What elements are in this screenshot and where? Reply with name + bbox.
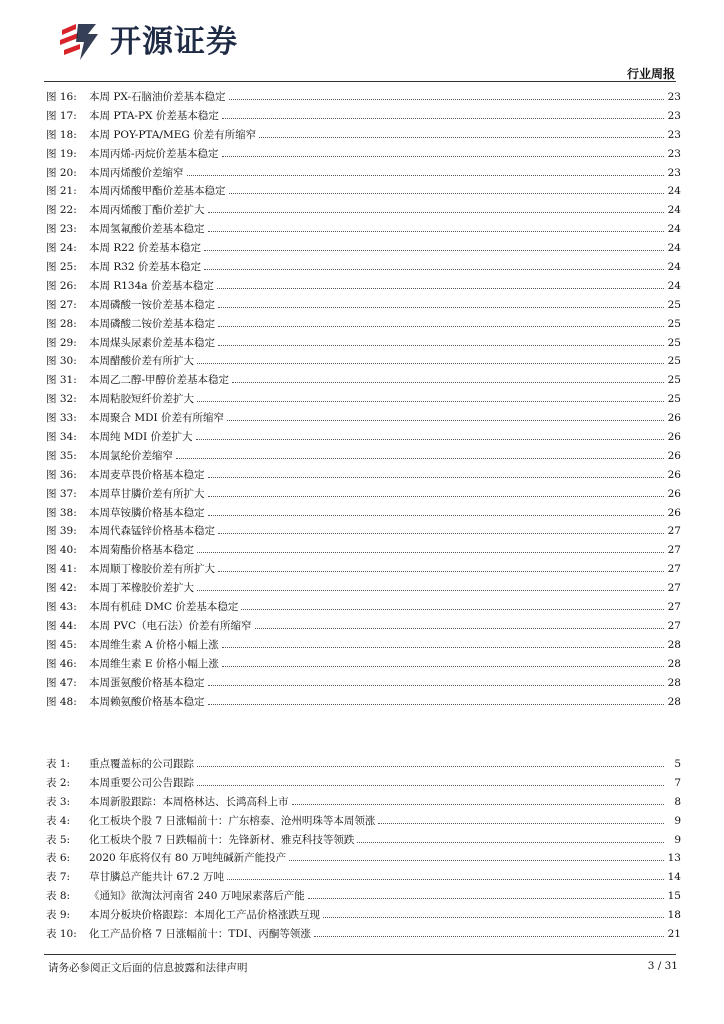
leader-dots <box>357 842 664 843</box>
leader-dots <box>196 439 665 440</box>
entry-title: 本周 R32 价差基本稳定 <box>89 261 201 274</box>
entry-page: 26 <box>667 449 681 462</box>
entry-page: 5 <box>674 758 681 770</box>
entry-title: 本周氯纶价差缩窄 <box>89 449 173 462</box>
entry-title: 《通知》欲淘汰河南省 240 万吨尿素落后产能 <box>89 890 305 903</box>
entry-number: 图 28: <box>46 317 77 330</box>
entry-page: 23 <box>667 147 681 160</box>
leader-dots <box>229 99 664 100</box>
entry-page: 23 <box>667 128 681 141</box>
leader-dots <box>222 156 664 157</box>
entry-title: 本周磷酸一铵价差基本稳定 <box>89 298 215 311</box>
figure-toc-entry[interactable] <box>46 637 681 656</box>
entry-page: 28 <box>667 676 681 689</box>
leader-dots <box>208 496 665 497</box>
entry-page: 25 <box>667 374 681 387</box>
entry-title: 化工产品价格 7 日涨幅前十：TDI、丙酮等领涨 <box>89 928 311 941</box>
figure-toc-entry[interactable] <box>46 523 681 542</box>
entry-page: 24 <box>667 279 681 292</box>
entry-number: 图 25: <box>46 261 77 274</box>
entry-title: 本周乙二醇-甲醇价差基本稳定 <box>89 374 230 387</box>
entry-title: 本周新股跟踪：本周格林达、长鸿高科上市 <box>89 795 289 808</box>
page-number: 3 / 31 <box>647 960 678 972</box>
entry-number: 图 44: <box>46 619 77 632</box>
leader-dots <box>204 269 664 270</box>
figure-toc-entry[interactable] <box>46 448 681 467</box>
table-toc-entry[interactable] <box>46 813 681 832</box>
figure-toc-entry[interactable] <box>46 108 681 127</box>
entry-page: 26 <box>667 506 681 519</box>
entry-title: 本周分板块价格跟踪：本周化工产品价格涨跌互现 <box>89 909 320 922</box>
entry-page: 27 <box>667 525 681 538</box>
entry-number: 图 40: <box>46 544 77 557</box>
figure-toc-entry[interactable] <box>46 335 681 354</box>
leader-dots <box>218 533 664 534</box>
entry-page: 14 <box>667 871 681 884</box>
entry-page: 28 <box>667 638 681 651</box>
entry-title: 草甘膦总产能共计 67.2 万吨 <box>89 871 225 884</box>
header-rule <box>44 81 676 82</box>
leader-dots <box>197 401 664 402</box>
leader-dots <box>323 917 664 918</box>
leader-dots <box>218 307 664 308</box>
entry-page: 13 <box>667 852 681 865</box>
figure-toc-entry[interactable] <box>46 278 681 297</box>
entry-number: 图 19: <box>46 147 77 160</box>
figure-toc-entry[interactable] <box>46 580 681 599</box>
leader-dots <box>197 785 664 786</box>
entry-page: 25 <box>667 298 681 311</box>
entry-page: 8 <box>674 795 681 808</box>
entry-page: 15 <box>667 890 681 903</box>
entry-number: 表 2: <box>46 776 71 789</box>
figure-toc-entry[interactable] <box>46 353 681 372</box>
figure-toc-entry[interactable] <box>46 372 681 391</box>
entry-page: 25 <box>667 355 681 368</box>
leader-dots <box>218 571 664 572</box>
table-toc-entry[interactable] <box>46 869 681 888</box>
entry-title: 本周 PVC（电石法）价差有所缩窄 <box>89 619 252 632</box>
entry-title: 本周麦草畏价格基本稳定 <box>89 468 205 481</box>
figure-toc-entry[interactable] <box>46 486 681 505</box>
entry-number: 图 23: <box>46 223 77 236</box>
figure-toc-entry[interactable] <box>46 618 681 637</box>
entry-number: 图 36: <box>46 468 77 481</box>
entry-number: 图 33: <box>46 412 77 425</box>
leader-dots <box>227 420 664 421</box>
figure-toc-entry[interactable] <box>46 259 681 278</box>
entry-title: 本周蛋氨酸价格基本稳定 <box>89 676 205 689</box>
entry-title: 本周氢氟酸价差基本稳定 <box>89 223 205 236</box>
entry-number: 表 10: <box>46 928 77 941</box>
entry-title: 本周维生素 E 价格小幅上涨 <box>89 657 219 670</box>
figure-toc-entry[interactable] <box>46 202 681 221</box>
brand-name: 开源证券 <box>110 24 238 60</box>
entry-title: 本周磷酸二铵价差基本稳定 <box>89 317 215 330</box>
logo-mark-icon <box>58 20 102 64</box>
entry-page: 9 <box>674 814 681 827</box>
entry-page: 27 <box>667 563 681 576</box>
entry-number: 图 21: <box>46 185 77 198</box>
figure-toc-entry[interactable] <box>46 127 681 146</box>
entry-number: 图 22: <box>46 204 77 217</box>
table-toc-entry[interactable] <box>46 850 681 869</box>
leader-dots <box>218 345 664 346</box>
entry-page: 23 <box>667 109 681 122</box>
figure-toc-entry[interactable] <box>46 240 681 259</box>
table-toc-entry[interactable] <box>46 775 681 794</box>
figure-toc-entry[interactable] <box>46 183 681 202</box>
entry-page: 23 <box>667 166 681 179</box>
entry-title: 本周有机硅 DMC 价差基本稳定 <box>89 601 239 614</box>
figure-toc-entry[interactable] <box>46 467 681 486</box>
entry-page: 28 <box>667 657 681 670</box>
entry-number: 图 30: <box>46 355 77 368</box>
entry-page: 26 <box>667 431 681 444</box>
table-toc-entry[interactable] <box>46 794 681 813</box>
entry-title: 本周 R22 价差基本稳定 <box>89 242 201 255</box>
entry-page: 24 <box>667 242 681 255</box>
entry-number: 图 39: <box>46 525 77 538</box>
leader-dots <box>208 212 665 213</box>
entry-number: 表 4: <box>46 814 71 827</box>
leader-dots <box>255 628 664 629</box>
entry-title: 本周维生素 A 价格小幅上涨 <box>89 638 219 651</box>
leader-dots <box>241 609 664 610</box>
leader-dots <box>197 552 664 553</box>
entry-title: 本周草甘膦价差有所扩大 <box>89 487 205 500</box>
entry-page: 21 <box>667 928 681 941</box>
entry-page: 28 <box>667 695 681 708</box>
entry-title: 本周丙烯-丙烷价差基本稳定 <box>89 147 219 160</box>
entry-title: 本周纯 MDI 价差扩大 <box>89 431 193 444</box>
entry-number: 图 34: <box>46 431 77 444</box>
leader-dots <box>222 118 664 119</box>
entry-title: 本周丙烯酸丁酯价差扩大 <box>89 204 205 217</box>
leader-dots <box>197 590 664 591</box>
entry-number: 图 45: <box>46 638 77 651</box>
entry-number: 图 18: <box>46 128 77 141</box>
leader-dots <box>289 860 664 861</box>
entry-page: 24 <box>667 185 681 198</box>
entry-title: 本周 PX-石脑油价差基本稳定 <box>89 91 226 103</box>
entry-number: 图 26: <box>46 279 77 292</box>
entry-title: 本周丁苯橡胶价差扩大 <box>89 582 194 595</box>
entry-number: 表 1: <box>46 758 71 770</box>
figure-toc-entry[interactable] <box>46 297 681 316</box>
leader-dots <box>218 326 664 327</box>
table-toc-entry[interactable] <box>46 832 681 851</box>
entry-title: 本周 R134a 价差基本稳定 <box>89 279 214 292</box>
entry-number: 图 42: <box>46 582 77 595</box>
leader-dots <box>229 193 665 194</box>
leader-dots <box>314 936 664 937</box>
figure-toc-entry[interactable] <box>46 146 681 165</box>
figure-toc-entry[interactable] <box>46 429 681 448</box>
leader-dots <box>187 175 665 176</box>
disclaimer-note: 请务必参阅正文后面的信息披露和法律声明 <box>48 962 248 974</box>
figure-toc-entry[interactable] <box>46 694 681 713</box>
leader-dots <box>217 288 664 289</box>
figure-toc-entry[interactable] <box>46 221 681 240</box>
entry-page: 27 <box>667 544 681 557</box>
entry-page: 18 <box>667 909 681 922</box>
entry-number: 图 32: <box>46 393 77 406</box>
entry-page: 26 <box>667 468 681 481</box>
figure-toc-entry[interactable] <box>46 675 681 694</box>
tables-toc <box>46 756 681 945</box>
entry-number: 图 41: <box>46 563 77 576</box>
entry-title: 本周草铵膦价格基本稳定 <box>89 506 205 519</box>
leader-dots <box>208 704 665 705</box>
entry-number: 表 3: <box>46 795 71 808</box>
entry-number: 图 43: <box>46 601 77 614</box>
leader-dots <box>197 363 664 364</box>
entry-number: 图 17: <box>46 109 77 122</box>
figure-toc-entry[interactable] <box>46 599 681 618</box>
entry-number: 图 16: <box>46 91 77 103</box>
entry-title: 本周 PTA-PX 价差基本稳定 <box>89 109 219 122</box>
leader-dots <box>208 685 665 686</box>
entry-title: 本周赖氨酸价格基本稳定 <box>89 695 205 708</box>
leader-dots <box>176 458 664 459</box>
entry-title: 本周粘胶短纤价差扩大 <box>89 393 194 406</box>
entry-number: 表 9: <box>46 909 71 922</box>
figure-toc-entry[interactable] <box>46 165 681 184</box>
figure-toc-entry[interactable] <box>46 505 681 524</box>
entry-number: 表 8: <box>46 890 71 903</box>
footer-rule <box>44 954 676 955</box>
entry-title: 本周重要公司公告跟踪 <box>89 776 194 789</box>
leader-dots <box>208 515 665 516</box>
table-toc-entry[interactable] <box>46 907 681 926</box>
entry-title: 本周 POY-PTA/MEG 价差有所缩窄 <box>89 128 257 141</box>
entry-number: 表 7: <box>46 871 71 884</box>
figure-toc-entry[interactable] <box>46 656 681 675</box>
entry-number: 图 46: <box>46 657 77 670</box>
entry-title: 化工板块个股 7 日跌幅前十：先锋新材、雅克科技等领跌 <box>89 833 355 846</box>
leader-dots <box>227 879 664 880</box>
entry-page: 26 <box>667 412 681 425</box>
entry-number: 图 24: <box>46 242 77 255</box>
entry-page: 25 <box>667 336 681 349</box>
entry-page: 24 <box>667 261 681 274</box>
entry-number: 图 48: <box>46 695 77 708</box>
figure-toc-entry[interactable] <box>46 391 681 410</box>
leader-dots <box>204 250 664 251</box>
entry-title: 本周丙烯酸价差缩窄 <box>89 166 184 179</box>
leader-dots <box>222 666 664 667</box>
entry-number: 图 27: <box>46 298 77 311</box>
entry-page: 9 <box>674 833 681 846</box>
entry-number: 图 29: <box>46 336 77 349</box>
leader-dots <box>232 382 664 383</box>
entry-number: 图 37: <box>46 487 77 500</box>
entry-page: 24 <box>667 223 681 236</box>
figure-toc-entry[interactable] <box>46 561 681 580</box>
entry-title: 本周醋酸价差有所扩大 <box>89 355 194 368</box>
table-toc-entry[interactable] <box>46 926 681 945</box>
entry-title: 化工板块个股 7 日涨幅前十：广东榕泰、沧州明珠等本周领涨 <box>89 814 376 827</box>
entry-title: 本周聚合 MDI 价差有所缩窄 <box>89 412 224 425</box>
entry-page: 7 <box>674 776 681 789</box>
entry-title: 本周代森锰锌价格基本稳定 <box>89 525 215 538</box>
entry-number: 图 31: <box>46 374 77 387</box>
entry-page: 27 <box>667 619 681 632</box>
entry-title: 重点覆盖标的公司跟踪 <box>89 758 194 770</box>
leader-dots <box>259 137 664 138</box>
entry-page: 25 <box>667 317 681 330</box>
leader-dots <box>208 231 665 232</box>
entry-number: 图 20: <box>46 166 77 179</box>
entry-number: 图 47: <box>46 676 77 689</box>
entry-number: 图 35: <box>46 449 77 462</box>
leader-dots <box>197 766 664 767</box>
entry-page: 25 <box>667 393 681 406</box>
entry-number: 图 38: <box>46 506 77 519</box>
figure-toc-entry[interactable] <box>46 89 681 108</box>
entry-number: 表 5: <box>46 833 71 846</box>
figure-toc-entry[interactable] <box>46 316 681 335</box>
entry-page: 23 <box>667 91 681 103</box>
leader-dots <box>292 804 665 805</box>
leader-dots <box>208 477 665 478</box>
entry-page: 24 <box>667 204 681 217</box>
brand-logo <box>58 20 238 64</box>
figures-toc <box>46 89 681 712</box>
leader-dots <box>378 823 664 824</box>
leader-dots <box>308 898 664 899</box>
entry-number: 表 6: <box>46 852 71 865</box>
entry-title: 本周丙烯酸甲酯价差基本稳定 <box>89 185 226 198</box>
figure-toc-entry[interactable] <box>46 542 681 561</box>
report-category: 行业周报 <box>626 67 675 81</box>
entry-title: 本周顺丁橡胶价差有所扩大 <box>89 563 215 576</box>
entry-title: 本周煤头尿素价差基本稳定 <box>89 336 215 349</box>
table-toc-entry[interactable] <box>46 756 681 775</box>
entry-title: 2020 年底将仅有 80 万吨纯碱新产能投产 <box>89 852 287 865</box>
figure-toc-entry[interactable] <box>46 410 681 429</box>
entry-title: 本周菊酯价格基本稳定 <box>89 544 194 557</box>
leader-dots <box>222 647 664 648</box>
entry-page: 26 <box>667 487 681 500</box>
table-toc-entry[interactable] <box>46 888 681 907</box>
entry-page: 27 <box>667 582 681 595</box>
entry-page: 27 <box>667 601 681 614</box>
